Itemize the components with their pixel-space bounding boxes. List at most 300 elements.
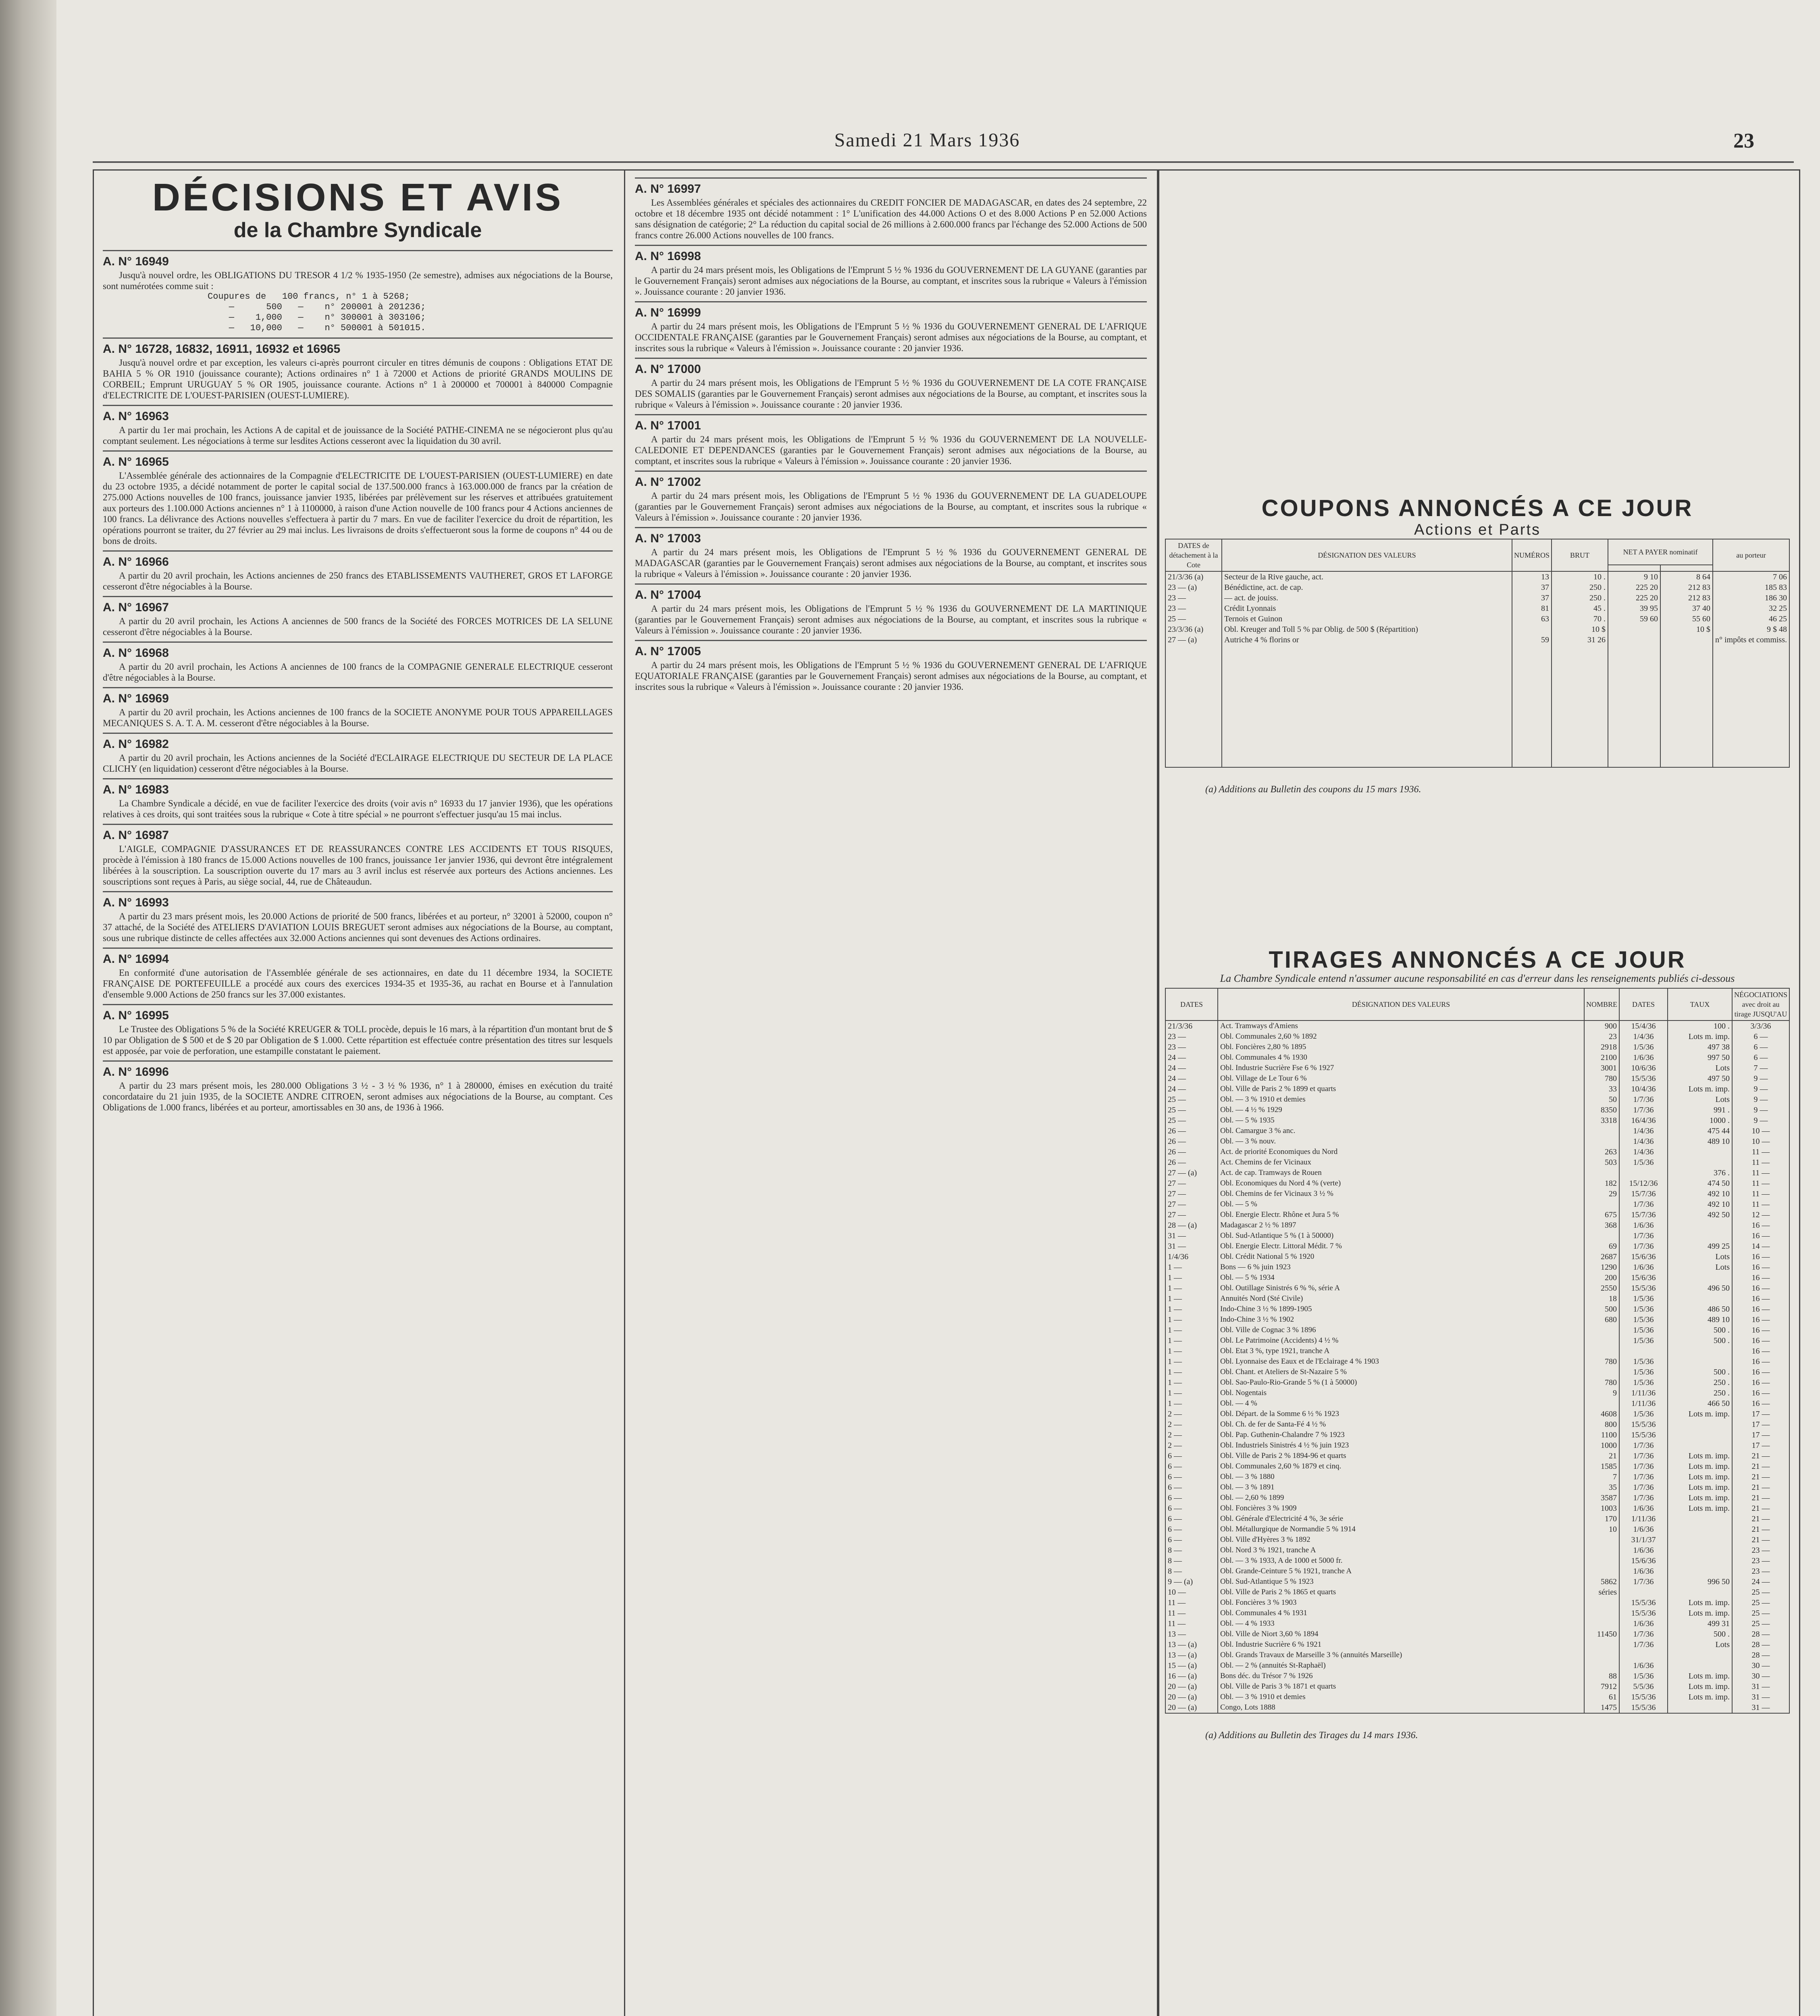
- tirage-cell: Lots: [1668, 1094, 1732, 1105]
- tirage-cell: 21 —: [1732, 1461, 1789, 1472]
- tirage-cell: 1 —: [1165, 1367, 1218, 1377]
- coupons-header-nominatif: NET A PAYER nominatif: [1608, 539, 1713, 565]
- tirage-row: [1165, 1440, 1789, 1451]
- tirage-cell: 16 —: [1732, 1388, 1789, 1398]
- tirage-cell: 1/5/36: [1619, 1671, 1668, 1681]
- tirage-row: [1165, 1314, 1789, 1325]
- coupon-cell: 46 25: [1713, 614, 1789, 624]
- tirage-cell: Act. Tramways d'Amiens: [1218, 1020, 1584, 1031]
- tirage-cell: 376 .: [1668, 1168, 1732, 1178]
- tirage-cell: 1585: [1584, 1461, 1619, 1472]
- coupon-cell: [1608, 624, 1660, 635]
- tirage-cell: 9 —: [1732, 1105, 1789, 1115]
- coupon-row: [1165, 614, 1789, 624]
- tirage-cell: 16 —: [1732, 1262, 1789, 1272]
- tirage-cell: 16 —: [1732, 1314, 1789, 1325]
- tirage-cell: 250 .: [1668, 1388, 1732, 1398]
- tirage-row: [1165, 1618, 1789, 1629]
- tirage-cell: 30 —: [1732, 1660, 1789, 1671]
- tirage-row: [1165, 1031, 1789, 1042]
- tirage-cell: 15/5/36: [1619, 1430, 1668, 1440]
- tirage-cell: 1/11/36: [1619, 1514, 1668, 1524]
- tirage-cell: Obl. Communales 4 % 1930: [1218, 1052, 1584, 1063]
- tirage-cell: Obl. Sud-Atlantique 5 % 1923: [1218, 1577, 1584, 1587]
- tirage-cell: Lots m. imp.: [1668, 1031, 1732, 1042]
- tirage-cell: 21 —: [1732, 1503, 1789, 1514]
- notice: [103, 891, 613, 943]
- tirage-row: [1165, 1136, 1789, 1147]
- tirage-cell: 1/7/36: [1619, 1241, 1668, 1252]
- coupon-cell: 9 10: [1608, 571, 1660, 582]
- coupon-cell: 186 30: [1713, 593, 1789, 603]
- tirage-cell: 11 —: [1732, 1168, 1789, 1178]
- tirage-cell: Obl. Village de Le Tour 6 %: [1218, 1073, 1584, 1084]
- coupon-cell: 45 .: [1552, 603, 1608, 614]
- coupon-cell: Obl. Kreuger and Toll 5 % par Oblig. de 500 $ (Répartition): [1222, 624, 1512, 635]
- coupon-cell: [1660, 635, 1713, 645]
- coupon-cell: Ternois et Guinon: [1222, 614, 1512, 624]
- tirage-cell: 1 —: [1165, 1272, 1218, 1283]
- coupon-cell: 32 25: [1713, 603, 1789, 614]
- tirage-cell: 28 —: [1732, 1650, 1789, 1660]
- tirage-cell: Obl. — 4 % 1933: [1218, 1618, 1584, 1629]
- tirage-cell: 29: [1584, 1189, 1619, 1199]
- tirage-cell: [1584, 1556, 1619, 1566]
- tirage-row: [1165, 1241, 1789, 1252]
- tirage-cell: 23 —: [1165, 1031, 1218, 1042]
- tirage-row: [1165, 1168, 1789, 1178]
- coupure-line: — 10,000 — n° 500001 à 501015.: [208, 323, 426, 333]
- tirage-cell: 23 —: [1732, 1566, 1789, 1577]
- notice-text: A partir du 20 avril prochain, les Actions A anciennes de 500 francs de la Société des FORCES MOTRICES DE LA SELUNE cesseront d'être négociables à la Bourse.: [103, 616, 613, 637]
- notice: [635, 527, 1147, 579]
- tirage-cell: 23: [1584, 1031, 1619, 1042]
- tirage-cell: [1668, 1556, 1732, 1566]
- tirages-header-designation: DÉSIGNATION DES VALEURS: [1218, 988, 1584, 1020]
- tirage-cell: 6 —: [1165, 1472, 1218, 1482]
- notice-number: A. N° 17000: [635, 362, 701, 376]
- tirage-cell: 21 —: [1732, 1472, 1789, 1482]
- tirage-cell: 23 —: [1165, 1042, 1218, 1052]
- tirage-cell: 28 —: [1732, 1629, 1789, 1639]
- tirage-cell: Obl. — 2 % (annuités St-Raphaël): [1218, 1660, 1584, 1671]
- coupon-cell: 31 26: [1552, 635, 1608, 645]
- tirage-row: [1165, 1493, 1789, 1503]
- tirage-cell: Obl. — 3 % 1933, A de 1000 et 5000 fr.: [1218, 1556, 1584, 1566]
- tirage-cell: Lots m. imp.: [1668, 1608, 1732, 1618]
- tirage-cell: 1/7/36: [1619, 1451, 1668, 1461]
- tirage-cell: 88: [1584, 1671, 1619, 1681]
- tirage-cell: 25 —: [1732, 1608, 1789, 1618]
- tirage-cell: 997 50: [1668, 1052, 1732, 1063]
- tirage-cell: 6 —: [1165, 1503, 1218, 1514]
- tirage-cell: 170: [1584, 1514, 1619, 1524]
- tirage-cell: 10 —: [1732, 1126, 1789, 1136]
- tirage-cell: 900: [1584, 1020, 1619, 1031]
- tirage-cell: 15/6/36: [1619, 1252, 1668, 1262]
- tirage-cell: 3001: [1584, 1063, 1619, 1073]
- tirage-cell: 1/5/36: [1619, 1304, 1668, 1314]
- tirage-cell: [1584, 1136, 1619, 1147]
- tirage-row: [1165, 1304, 1789, 1314]
- tirage-cell: 800: [1584, 1419, 1619, 1430]
- tirage-cell: [1668, 1293, 1732, 1304]
- tirage-cell: 1/7/36: [1619, 1094, 1668, 1105]
- coupon-cell: 25 —: [1165, 614, 1222, 624]
- tirage-cell: 15/5/36: [1619, 1073, 1668, 1084]
- tirage-row: [1165, 1472, 1789, 1482]
- tirage-cell: 680: [1584, 1314, 1619, 1325]
- coupon-cell: 13: [1512, 571, 1552, 582]
- tirage-row: [1165, 1692, 1789, 1702]
- tirage-cell: Lots m. imp.: [1668, 1461, 1732, 1472]
- tirage-cell: 1/6/36: [1619, 1503, 1668, 1514]
- tirage-row: [1165, 1535, 1789, 1545]
- tirage-cell: 24 —: [1165, 1063, 1218, 1073]
- tirage-row: [1165, 1367, 1789, 1377]
- coupon-cell: 23 — (a): [1165, 582, 1222, 593]
- tirage-cell: 15/5/36: [1619, 1283, 1668, 1293]
- tirage-row: [1165, 1335, 1789, 1346]
- notice-text: A partir du 24 mars présent mois, les Obligations de l'Emprunt 5 ½ % 1936 du GOUVERNEMENT GENERAL DE MADAGASCAR (garanties par le Gouvernement Français) seront admises aux négociations de la Bourse, au comptant, et inscrites sous la rubrique « Valeurs à l'émission ». Jouissance courante : 20 janvier 1936.: [635, 547, 1147, 579]
- tirage-row: [1165, 1419, 1789, 1430]
- page-number: 23: [1733, 129, 1754, 152]
- tirage-cell: 500 .: [1668, 1325, 1732, 1335]
- tirage-cell: 24 —: [1165, 1073, 1218, 1084]
- coupon-cell: 59 60: [1608, 614, 1660, 624]
- tirage-cell: 1/6/36: [1619, 1660, 1668, 1671]
- tirage-row: [1165, 1639, 1789, 1650]
- tirage-cell: 20 — (a): [1165, 1702, 1218, 1713]
- tirage-cell: Obl. — 3 % 1891: [1218, 1482, 1584, 1493]
- tirage-row: [1165, 1524, 1789, 1535]
- tirage-cell: 16 —: [1732, 1335, 1789, 1346]
- binding-shadow: [0, 0, 56, 2016]
- tirage-cell: 2 —: [1165, 1440, 1218, 1451]
- tirage-cell: 11450: [1584, 1629, 1619, 1639]
- tirage-row: [1165, 1199, 1789, 1210]
- tirage-cell: [1619, 1346, 1668, 1356]
- tirage-cell: [1668, 1566, 1732, 1577]
- notice-text: A partir du 1er mai prochain, les Actions A de capital et de jouissance de la Société PATHE-CINEMA ne se négocieront plus qu'au comptant seulement. Les négociations à terme sur lesdites Actions cesseront avec la liquidation du 30 avril.: [103, 425, 613, 446]
- tirage-cell: Act. de priorité Economiques du Nord: [1218, 1147, 1584, 1157]
- tirage-cell: 20 — (a): [1165, 1681, 1218, 1692]
- tirage-cell: 6 —: [1732, 1031, 1789, 1042]
- tirage-row: [1165, 1660, 1789, 1671]
- tirage-cell: 2 —: [1165, 1430, 1218, 1440]
- notice-text: A partir du 23 mars présent mois, les 20.000 Actions de priorité de 500 francs, libérées et au porteur, n° 32001 à 52000, coupon n° 37 attaché, de la Société des ATELIERS D'AVIATION LOUIS BREGUET seront admises aux négociations de la Bourse, au comptant, sous une rubrique distincte de celles affectées aux 32.000 Actions anciennes qui sont devenues des Actions ordinaires.: [103, 911, 613, 943]
- tirage-cell: 16 —: [1732, 1252, 1789, 1262]
- tirage-cell: [1584, 1199, 1619, 1210]
- tirage-cell: Obl. Industrie Sucrière 6 % 1921: [1218, 1639, 1584, 1650]
- tirage-cell: 1/7/36: [1619, 1629, 1668, 1639]
- tirage-cell: 1 —: [1165, 1377, 1218, 1388]
- coupon-cell: 55 60: [1660, 614, 1713, 624]
- tirage-cell: 1000 .: [1668, 1115, 1732, 1126]
- tirage-cell: 31/1/37: [1619, 1535, 1668, 1545]
- tirage-cell: 26 —: [1165, 1136, 1218, 1147]
- tirage-cell: 499 25: [1668, 1241, 1732, 1252]
- tirage-cell: Bons déc. du Trésor 7 % 1926: [1218, 1671, 1584, 1681]
- tirage-row: [1165, 1189, 1789, 1199]
- tirage-row: [1165, 1262, 1789, 1272]
- tirage-row: [1165, 1503, 1789, 1514]
- notice-text: En conformité d'une autorisation de l'Assemblée générale de ses actionnaires, en date du 11 décembre 1934, la SOCIETE FRANÇAISE DE PORTEFEUILLE a procédé aux cours des exercices 1934-35 et 1935-36, au rachat en Bourse et à l'annulation d'ensemble 9.000 Actions de 250 francs sur les 37.000 existantes.: [103, 968, 613, 1000]
- tirage-cell: 16 —: [1732, 1325, 1789, 1335]
- notice: [635, 301, 1147, 354]
- tirage-cell: 27 —: [1165, 1210, 1218, 1220]
- tirage-cell: 1/5/36: [1619, 1377, 1668, 1388]
- tirage-cell: 1 —: [1165, 1346, 1218, 1356]
- tirage-cell: Obl. Métallurgique de Normandie 5 % 1914: [1218, 1524, 1584, 1535]
- tirage-cell: [1668, 1440, 1732, 1451]
- coupon-cell: 37: [1512, 582, 1552, 593]
- tirage-cell: Obl. Industriels Sinistrés 4 ½ % juin 1923: [1218, 1440, 1584, 1451]
- tirage-cell: 1/11/36: [1619, 1388, 1668, 1398]
- tirage-cell: 31 —: [1732, 1692, 1789, 1702]
- tirage-cell: 1/5/36: [1619, 1293, 1668, 1304]
- coupon-cell: 10 .: [1552, 571, 1608, 582]
- tirage-row: [1165, 1272, 1789, 1283]
- coupons-title: COUPONS ANNONCÉS A CE JOUR: [1261, 495, 1693, 521]
- tirage-cell: 21 —: [1732, 1535, 1789, 1545]
- tirage-cell: 1/5/36: [1619, 1409, 1668, 1419]
- tirage-cell: 9: [1584, 1388, 1619, 1398]
- tirage-row: [1165, 1671, 1789, 1681]
- notice-text: A partir du 24 mars présent mois, les Obligations de l'Emprunt 5 ½ % 1936 du GOUVERNEMENT DE LA MARTINIQUE (garanties par le Gouvernement Français) seront admises aux négociations de la Bourse, au comptant, et inscrites sous la rubrique « Valeurs à l'émission ». Jouissance courante : 20 janvier 1936.: [635, 604, 1147, 635]
- tirage-cell: 6 —: [1732, 1052, 1789, 1063]
- tirage-cell: 11 —: [1732, 1178, 1789, 1189]
- tirage-row: [1165, 1409, 1789, 1419]
- tirage-cell: 5862: [1584, 1577, 1619, 1587]
- tirage-cell: 27 —: [1165, 1199, 1218, 1210]
- tirage-cell: [1584, 1639, 1619, 1650]
- tirage-cell: 28 — (a): [1165, 1220, 1218, 1231]
- tirage-cell: [1584, 1545, 1619, 1556]
- tirage-cell: Lots m. imp.: [1668, 1482, 1732, 1493]
- coupon-cell: 10 $: [1552, 624, 1608, 635]
- tirage-cell: Obl. — 3 % 1880: [1218, 1472, 1584, 1482]
- tirage-cell: 30 —: [1732, 1671, 1789, 1681]
- tirage-cell: Lots m. imp.: [1668, 1692, 1732, 1702]
- tirage-cell: 1/7/36: [1619, 1482, 1668, 1493]
- tirage-cell: 9 —: [1732, 1094, 1789, 1105]
- tirage-cell: 1/5/36: [1619, 1335, 1668, 1346]
- tirage-cell: Lots: [1668, 1262, 1732, 1272]
- coupons-subheader: [1608, 565, 1660, 571]
- tirage-cell: 8 —: [1165, 1556, 1218, 1566]
- notice: [635, 358, 1147, 410]
- tirage-row: [1165, 1356, 1789, 1367]
- tirage-cell: 1/4/36: [1619, 1126, 1668, 1136]
- tirage-cell: [1584, 1231, 1619, 1241]
- tirage-cell: 1 —: [1165, 1356, 1218, 1367]
- tirage-cell: Obl. Chant. et Ateliers de St-Nazaire 5 %: [1218, 1367, 1584, 1377]
- tirage-cell: 1/7/36: [1619, 1577, 1668, 1587]
- tirage-row: [1165, 1042, 1789, 1052]
- tirage-cell: 27 —: [1165, 1189, 1218, 1199]
- tirages-header-nombre: NOMBRE: [1584, 988, 1619, 1020]
- tirage-row: [1165, 1451, 1789, 1461]
- notice-number: A. N° 17005: [635, 645, 701, 658]
- tirage-cell: Obl. Grands Travaux de Marseille 3 % (annuités Marseille): [1218, 1650, 1584, 1660]
- tirage-row: [1165, 1482, 1789, 1493]
- tirage-cell: [1668, 1660, 1732, 1671]
- tirage-row: [1165, 1094, 1789, 1105]
- tirage-cell: 6 —: [1165, 1493, 1218, 1503]
- tirage-cell: 474 50: [1668, 1178, 1732, 1189]
- tirage-cell: 25 —: [1732, 1587, 1789, 1597]
- tirage-row: [1165, 1210, 1789, 1220]
- coupons-box: [1165, 496, 1790, 799]
- tirage-cell: [1668, 1157, 1732, 1168]
- tirage-cell: 16/4/36: [1619, 1115, 1668, 1126]
- coupon-cell: — act. de jouiss.: [1222, 593, 1512, 603]
- tirage-cell: Obl. Ville de Niort 3,60 % 1894: [1218, 1629, 1584, 1639]
- tirage-cell: 15/12/36: [1619, 1178, 1668, 1189]
- coupon-row: [1165, 593, 1789, 603]
- tirage-cell: 499 31: [1668, 1618, 1732, 1629]
- tirage-cell: 25 —: [1165, 1115, 1218, 1126]
- tirage-cell: 1475: [1584, 1702, 1619, 1713]
- tirage-cell: 11 —: [1165, 1608, 1218, 1618]
- tirage-cell: [1668, 1535, 1732, 1545]
- tirages-box: [1165, 948, 1790, 1745]
- notice-number: A. N° 17004: [635, 588, 701, 602]
- tirage-cell: 16 —: [1732, 1283, 1789, 1293]
- notice-text: L'Assemblée générale des actionnaires de la Compagnie d'ELECTRICITE DE L'OUEST-PARISIEN (OUEST-LUMIERE) en date du 23 octobre 1935, a décidé notamment de porter le capital social de 137.500.000 francs à 163.000.000 de francs par la création de 275.000 Actions nouvelles de 100 francs, jouissance janvier 1935, libérées par prélèvement sur les réserves et attribuées gratuitement aux porteurs des 1.100.000 Actions anciennes n° 1 à 1100000, à raison d'une Action nouvelle de 100 francs pour 4 Actions anciennes de 100 francs. La délivrance des Actions nouvelles s'effectuera à partir du 7 mars. En vue de faciliter l'exercice du droit de répartition, les opérations pourront se traiter, du 27 février au 29 mai inclus. Les livraisons de droits s'effectueront sous la forme de coupons n° 44 ou de bons de droits.: [103, 471, 613, 546]
- tirage-cell: 15/5/36: [1619, 1419, 1668, 1430]
- coupon-cell: Autriche 4 % florins or: [1222, 635, 1512, 645]
- tirage-cell: 1/7/36: [1619, 1461, 1668, 1472]
- notice-text: A partir du 20 avril prochain, les Actions anciennes de 250 francs des ETABLISSEMENTS VAUTHERET, GROS ET LAFORGE cesseront d'être négociables à la Bourse.: [103, 571, 613, 591]
- tirage-row: [1165, 1629, 1789, 1639]
- coupon-cell: [1608, 635, 1660, 645]
- tirage-cell: 466 50: [1668, 1398, 1732, 1409]
- coupon-spacer-cell: [1222, 645, 1512, 767]
- tirage-cell: Lots m. imp.: [1668, 1084, 1732, 1094]
- tirage-cell: 7: [1584, 1472, 1619, 1482]
- tirage-cell: 21 —: [1732, 1482, 1789, 1493]
- tirage-cell: 15/7/36: [1619, 1210, 1668, 1220]
- tirage-cell: 1/5/36: [1619, 1157, 1668, 1168]
- notice: [635, 471, 1147, 523]
- coupon-spacer-cell: [1660, 645, 1713, 767]
- tirage-cell: 2 —: [1165, 1409, 1218, 1419]
- tirage-row: [1165, 1325, 1789, 1335]
- tirage-cell: 1/5/36: [1619, 1356, 1668, 1367]
- tirage-cell: 24 —: [1165, 1052, 1218, 1063]
- coupon-row: [1165, 603, 1789, 614]
- tirage-cell: Obl. — 3 % nouv.: [1218, 1136, 1584, 1147]
- tirage-cell: 16 —: [1732, 1346, 1789, 1356]
- coupons-header-brut: BRUT: [1552, 539, 1608, 571]
- tirage-cell: 1/7/36: [1619, 1231, 1668, 1241]
- tirage-cell: Lots m. imp.: [1668, 1493, 1732, 1503]
- tirage-cell: Lots: [1668, 1639, 1732, 1650]
- section-title: DÉCISIONS ET AVIS: [152, 176, 564, 219]
- notices-column-b: [635, 173, 1147, 692]
- coupon-cell: 23 —: [1165, 593, 1222, 603]
- tirage-cell: 61: [1584, 1692, 1619, 1702]
- tirage-cell: 16 —: [1732, 1304, 1789, 1314]
- tirage-cell: 25 —: [1732, 1597, 1789, 1608]
- tirage-cell: 25 —: [1732, 1618, 1789, 1629]
- tirage-cell: [1584, 1608, 1619, 1618]
- tirage-cell: 17 —: [1732, 1419, 1789, 1430]
- tirage-cell: Obl. Communales 4 % 1931: [1218, 1608, 1584, 1618]
- tirage-cell: 69: [1584, 1241, 1619, 1252]
- tirage-row: [1165, 1293, 1789, 1304]
- tirages-table: [1165, 988, 1790, 1714]
- tirage-cell: Congo, Lots 1888: [1218, 1702, 1584, 1713]
- notice: [103, 641, 613, 683]
- tirage-cell: [1668, 1419, 1732, 1430]
- tirage-cell: 16 —: [1732, 1377, 1789, 1388]
- tirage-row: [1165, 1681, 1789, 1692]
- tirage-cell: [1584, 1535, 1619, 1545]
- tirage-cell: 1100: [1584, 1430, 1619, 1440]
- tirage-cell: [1584, 1367, 1619, 1377]
- tirage-cell: 15 — (a): [1165, 1660, 1218, 1671]
- tirage-row: [1165, 1178, 1789, 1189]
- coupon-cell: 250 .: [1552, 582, 1608, 593]
- notice-text: A partir du 24 mars présent mois, les Obligations de l'Emprunt 5 ½ % 1936 du GOUVERNEMENT GENERAL DE L'AFRIQUE EQUATORIALE FRANÇAISE (garanties par le Gouvernement Français) seront admises aux négociations de la Bourse, au comptant, et inscrites sous la rubrique « Valeurs à l'émission ». Jouissance courante : 20 janvier 1936.: [635, 660, 1147, 692]
- tirage-cell: Act. Chemins de fer Vicinaux: [1218, 1157, 1584, 1168]
- tirage-cell: 497 38: [1668, 1042, 1732, 1052]
- tirage-cell: 1/4/36: [1165, 1252, 1218, 1262]
- tirage-cell: 11 —: [1732, 1189, 1789, 1199]
- column-separator: [624, 169, 625, 2016]
- tirage-cell: 100 .: [1668, 1020, 1732, 1031]
- notice-number: A. N° 16983: [103, 783, 169, 796]
- tirage-cell: Obl. Crédit National 5 % 1920: [1218, 1252, 1584, 1262]
- coupons-table: [1165, 539, 1790, 768]
- notice: [635, 583, 1147, 636]
- notice-text: A partir du 20 avril prochain, les Actions anciennes de la Société d'ECLAIRAGE ELECTRIQUE DU SECTEUR DE LA PLACE CLICHY (en liquidation) cesseront d'être négociables à la Bourse.: [103, 753, 613, 774]
- notice-number: A. N° 16965: [103, 455, 169, 469]
- tirage-cell: 6 —: [1732, 1042, 1789, 1052]
- tirage-cell: Obl. Camargue 3 % anc.: [1218, 1126, 1584, 1136]
- tirage-cell: 16 —: [1732, 1367, 1789, 1377]
- tirage-cell: 16 —: [1732, 1231, 1789, 1241]
- tirage-cell: 3587: [1584, 1493, 1619, 1503]
- tirage-cell: 20 — (a): [1165, 1692, 1218, 1702]
- tirage-row: [1165, 1377, 1789, 1388]
- tirage-cell: 16 —: [1732, 1398, 1789, 1409]
- coupon-spacer-cell: [1552, 645, 1608, 767]
- notice-text: Jusqu'à nouvel ordre, les OBLIGATIONS DU TRESOR 4 1/2 % 1935-1950 (2e semestre), admises aux négociations de la Bourse, sont numérotées comme suit :: [103, 270, 613, 291]
- notice-number: A. N° 16949: [103, 255, 169, 268]
- tirage-cell: Obl. Ville de Cognac 3 % 1896: [1218, 1325, 1584, 1335]
- notice-text: Jusqu'à nouvel ordre et par exception, les valeurs ci-après pourront circuler en titres démunis de coupons : Obligations ETAT DE BAHIA 5 % OR 1910 (jouissance courante); Actions ordinaires n° 1 à 72000 et Actions de priorité GRANDS MOULINS DE CORBEIL; Emprunt URUGUAY 5 % OR 1905, jouissance courante. Actions n° 1 à 200000 et 700001 à 840000 Compagnie d'ELECTRICITE DE L'OUEST-PARISIEN (OUEST-LUMIERE).: [103, 358, 613, 400]
- coupons-header-numeros: NUMÉROS: [1512, 539, 1552, 571]
- tirage-cell: 31 —: [1732, 1681, 1789, 1692]
- tirage-cell: 1/5/36: [1619, 1042, 1668, 1052]
- tirage-cell: [1668, 1545, 1732, 1556]
- tirage-cell: 16 —: [1732, 1220, 1789, 1231]
- tirage-cell: Obl. — 2,60 % 1899: [1218, 1493, 1584, 1503]
- coupon-cell: 39 95: [1608, 603, 1660, 614]
- tirage-cell: 26 —: [1165, 1157, 1218, 1168]
- tirage-cell: 35: [1584, 1482, 1619, 1493]
- notice: [103, 824, 613, 887]
- tirage-cell: 1000: [1584, 1440, 1619, 1451]
- tirage-cell: [1668, 1346, 1732, 1356]
- tirage-row: [1165, 1147, 1789, 1157]
- tirage-cell: Obl. Grande-Ceinture 5 % 1921, tranche A: [1218, 1566, 1584, 1577]
- tirage-cell: 18: [1584, 1293, 1619, 1304]
